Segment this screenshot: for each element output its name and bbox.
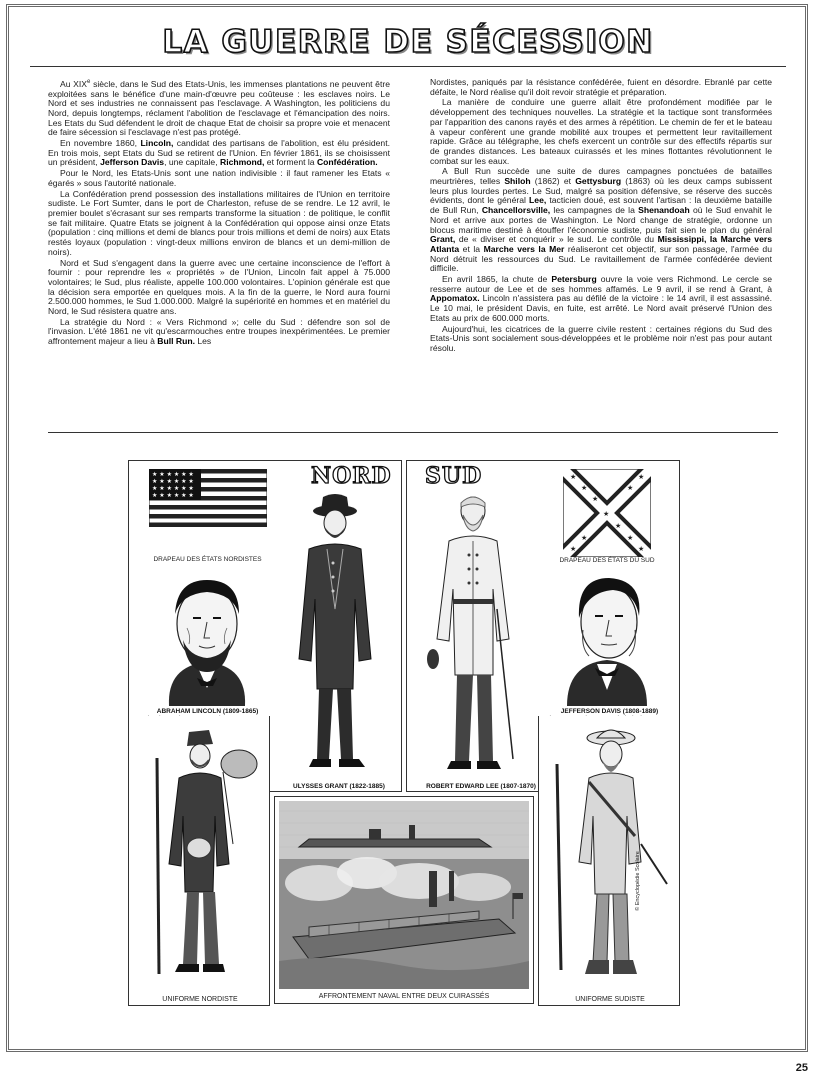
union-soldier-figure [143,724,263,992]
text-bottom-rule [48,432,778,433]
title-rule [30,66,786,67]
grant-figure [279,489,389,779]
davis-portrait [547,566,667,706]
text-column-left [48,78,390,348]
paragraph: La manière de conduire une guerre allait être profondément modifiée par le développement des techniques nouvelles. La stratégie et la tactique sont transformées par l'apparition des canons rayés et des armes à répétition. Le chemin de fer et le bateau à vapeur confèrent une grande mobilité aux troupes et permettent leur ravitaillement rapide. Grâce au télégraphe, les chefs exercent un contrôle sur des effectifs répartis sur de grandes distances. Les bateaux cuirassés et les mines flottantes révolutionnent le combat sur les eaux. [430,97,772,166]
confederate-soldier-figure [549,724,673,992]
svg-text:★ ★ ★ ★ ★ ★: ★ ★ ★ ★ ★ ★ [152,471,194,478]
paragraph: En avril 1865, la chute de Petersburg ouvre la voie vers Richmond. Le cercle se resserre autour de Lee et de ses hommes affamés. Le 9 avril, il se rend à Grant, à Appomatox. Lincoln n'assistera pas au défilé de la victoire : le 14 avril, il est assassiné. Le 10 mai, le président Davis, en fuite, est arrêté. Le Nord avait préservé l'Union des Etats au prix de 600.000 morts. [430,274,773,323]
uniform-sud-caption: UNIFORME SUDISTE [575,996,645,1003]
svg-text:★ ★ ★ ★ ★ ★: ★ ★ ★ ★ ★ ★ [152,478,194,485]
grant-caption: ULYSSES GRANT (1822-1885) [293,783,385,790]
paragraph: Nord et Sud s'engagent dans la guerre avec une certaine inconscience de l'effort à fournir : pour reprendre les « propriétés » de l'Union, Lincoln fait appel à 75.000 volontaires; le Sud, plus réaliste, appelle 100.000 volontaires. L'opinion générale est que la décision sera emportée en quelques mois. A la fin de la guerre, le Nord aura fourni 2.500.000 hommes, le Sud 1.000.000. Malgré la supériorité en hommes et en matériel du Nord, le Sud résistera quatre ans. [48,257,390,317]
paragraph: Nordistes, paniqués par la résistance confédérée, fuient en désordre. Ebranlé par cette défaite, le Nord réalise qu'il doit revoir stratégie et préparation. [430,77,772,97]
svg-text:★: ★ [627,534,634,542]
text-column-right [430,78,772,355]
paragraph: Aujourd'hui, les cicatrices de la guerre civile restent : certaines régions du Sud des Etats-Unis sont socialement sous-développées et le problème noir n'est pas pour autant résolu. [430,323,772,353]
svg-text:★: ★ [570,545,577,553]
uniform-nord-caption: UNIFORME NORDISTE [162,996,238,1003]
nord-header: NORD [311,463,392,489]
paragraph: A Bull Run succède une suite de dures campagnes ponctuées de batailles meurtrières, telles Shiloh (1862) et Gettysburg (1863) où les deux camps subissent leurs plus lourdes pertes. Le Sud, malgré sa position défensive, se réserve des succès évidents, dont le général Lee, tacticien doué, est souvent l'artisan : la deuxième bataille de Bull Run, Chancellorsville, les campagnes de la Shenandoah où le Sud envahit le Nord et arrive aux portes de Washington. Le Nord change de stratégie, ordonne un blocus maritime destiné à étouffer l'économie sudiste, puis fait sien le plan du général Grant, de « diviser et conquérir » le sud. Le contrôle du Mississippi, la Marche vers Atlanta et la Marche vers la Mer réaliseront cet objectif, sur son passage, l'armée du Nord détruit les ressources du Sud. Le ravitaillement de l'armée confédérée devient difficile. [430,166,773,274]
svg-text:★: ★ [638,473,645,481]
illustration-plate [128,460,680,1012]
svg-text:★: ★ [570,473,577,481]
credit-text: © Encyclopédie Scolaire [635,851,641,911]
davis-name-caption: JEFFERSON DAVIS (1808-1889) [560,708,659,715]
svg-text:★: ★ [603,510,610,518]
naval-battle-image [279,801,529,989]
sud-uniform-panel [538,716,680,1006]
svg-text:★: ★ [592,495,599,503]
svg-text:★: ★ [615,522,622,530]
sud-header: SUD [425,463,483,489]
svg-text:★: ★ [581,484,588,492]
naval-panel [274,796,534,1004]
lincoln-portrait [147,566,267,706]
nord-uniform-panel [128,716,270,1006]
svg-text:★: ★ [638,545,645,553]
paragraph: La Confédération prend possession des installations militaires de l'Union en territoire sudiste. Le Fort Sumter, dans le port de Charleston, refuse de se rendre. Le 12 avril, le premier boulet s'écrasant sur ses remparts transforme la situation : de politique, le conflit se fait militaire. Quatre Etats se joignent à la Confédération qui oppose ainsi onze Etats (population : cinq millions et demi de blancs pour trois millions et demi de noirs) aux Etats restés loyaux (population : vingt-deux millions environ de blancs et un demi-million de noirs). [48,188,390,257]
page-title: LA GUERRE DE SÉCESSION [162,24,654,60]
flag-nord-caption: DRAPEAU DES ÉTATS NORDISTES [153,556,262,563]
lee-caption: ROBERT EDWARD LEE (1807-1870) [426,783,536,790]
svg-text:★ ★ ★ ★ ★ ★: ★ ★ ★ ★ ★ ★ [152,485,194,492]
paragraph: Pour le Nord, les Etats-Unis sont une nation indivisible : il faut ramener les Etats « égarés » sous l'autorité nationale. [48,168,390,188]
svg-text:★: ★ [581,534,588,542]
svg-text:★: ★ [627,484,634,492]
lee-figure [421,489,531,781]
union-flag-icon [149,469,267,527]
paragraph: La stratégie du Nord : « Vers Richmond »; celle du Sud : défendre son sol de l'invasion. L'été 1861 ne vit qu'escarmouches entre troupes inexpérimentées. Le premier affrontement majeur a lieu à Bull Run. Les [48,316,390,347]
lincoln-name-caption: ABRAHAM LINCOLN (1809-1865) [156,708,259,715]
page-number: 25 [795,1062,808,1074]
paragraph: Au XIXe siècle, dans le Sud des Etats-Unis, les immenses plantations ne peuvent être exploitées sans le bénéfice d'une main-d'œuvre peu coûteuse : les esclaves noirs. Le Nord et ses industries ne connaissent pas l'esclavage. A Washington, les politiciens du Nord, depuis longtemps, réclament l'abolition de l'esclavage et l'émancipation des noirs. Les Etats du Sud défendent le droit de chaque Etat de choisir sa propre voie et menacent de faire sécession si l'esclavage n'est pas protégé. [48,78,390,138]
svg-text:★ ★ ★ ★ ★ ★: ★ ★ ★ ★ ★ ★ [152,492,194,499]
confederate-flag-icon [563,469,651,557]
paragraph: En novembre 1860, Lincoln, candidat des partisans de l'abolition, est élu président. En trois mois, sept Etats du Sud se retirent de l'Union. En février 1861, ils se choisissent un président, Jefferson Davis, une capitale, Richmond, et forment la Confédération. [48,138,390,168]
flag-sud-caption: DRAPEAU DES ÉTATS DU SUD [559,557,655,564]
naval-caption: AFFRONTEMENT NAVAL ENTRE DEUX CUIRASSÉS [318,993,490,1000]
